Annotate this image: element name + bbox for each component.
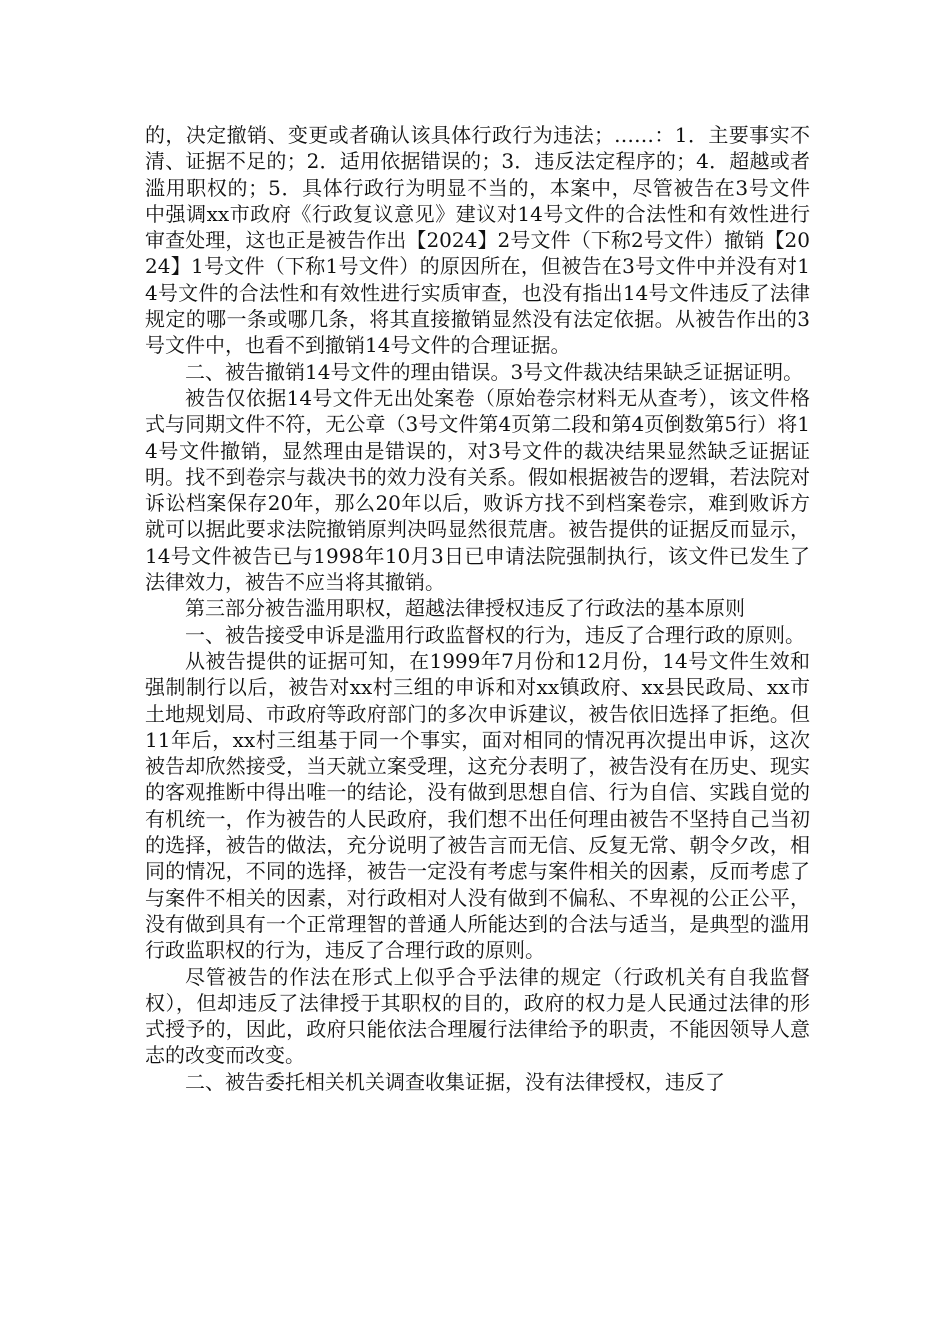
- document-page: [145, 122, 810, 1095]
- paragraph-7: 尽管被告的作法在形式上似乎合乎法律的规定（行政机关有自我监督权），但却违反了法律授于其职权的目的，政府的权力是人民通过法律的形式授予的，因此，政府只能依法合理履行法律给予的职责，不能因领导人意志的改变而改变。: [145, 964, 810, 1068]
- paragraph-1: 的，决定撤销、变更或者确认该具体行政行为违法；……：1．主要事实不清、证据不足的；2．适用依据错误的；3．违反法定程序的；4．超越或者滥用职权的；5．具体行政行为明显不当的，本案中，尽管被告在3号文件中强调xx市政府《行政复议意见》建议对14号文件的合法性和有效性进行审查处理，这也正是被告作出【2024】2号文件（下称2号文件）撤销【2024】1号文件（下称1号文件）的原因所在，但被告在3号文件中并没有对14号文件的合法性和有效性进行实质审查，也没有指出14号文件违反了法律规定的哪一条或哪几条，将其直接撤销显然没有法定依据。从被告作出的3号文件中，也看不到撤销14号文件的合理证据。: [145, 123, 810, 358]
- paragraph-2: 二、被告撤销14号文件的理由错误。3号文件裁决结果缺乏证据证明。: [185, 359, 804, 384]
- paragraph-8: 二、被告委托相关机关调查收集证据，没有法律授权，违反了: [185, 1069, 725, 1094]
- section-heading-part-three: 第三部分被告滥用职权，超越法律授权违反了行政法的基本原则: [185, 596, 745, 621]
- paragraph-6: 从被告提供的证据可知，在1999年7月份和12月份，14号文件生效和强制制行以后，被告对xx村三组的申诉和对xx镇政府、xx县民政局、xx市土地规划局、市政府等政府部门的多次申诉建议，被告依旧选择了拒绝。但11年后，xx村三组基于同一个事实，面对相同的情况再次提出申诉，这次被告却欣然接受，当天就立案受理，这充分表明了，被告没有在历史、现实的客观推断中得出唯一的结论，没有做到思想自信、行为自信、实践自觉的有机统一，作为被告的人民政府，我们想不出任何理由被告不坚持自己当初的选择，被告的做法，充分说明了被告言而无信、反复无常、朝令夕改，相同的情况，不同的选择，被告一定没有考虑与案件相关的因素，反而考虑了与案件不相关的因素，对行政相对人没有做到不偏私、不卑视的公正公平，没有做到具有一个正常理智的普通人所能达到的合法与适当，是典型的滥用行政监职权的行为，违反了合理行政的原则。: [145, 648, 810, 963]
- paragraph-5: 一、被告接受申诉是滥用行政监督权的行为，违反了合理行政的原则。: [185, 622, 805, 647]
- paragraph-3: 被告仅依据14号文件无出处案卷（原始卷宗材料无从查考），该文件格式与同期文件不符，无公章（3号文件第4页第二段和第4页倒数第5行）将14号文件撤销，显然理由是错误的，对3号文件的裁决结果显然缺乏证据证明。找不到卷宗与裁决书的效力没有关系。假如根据被告的逻辑，若法院对诉讼档案保存20年，那么20年以后，败诉方找不到档案卷宗，难到败诉方就可以据此要求法院撤销原判决吗显然很荒唐。被告提供的证据反而显示，14号文件被告已与1998年10月3日已申请法院强制执行，该文件已发生了法律效力，被告不应当将其撤销。: [145, 385, 810, 595]
